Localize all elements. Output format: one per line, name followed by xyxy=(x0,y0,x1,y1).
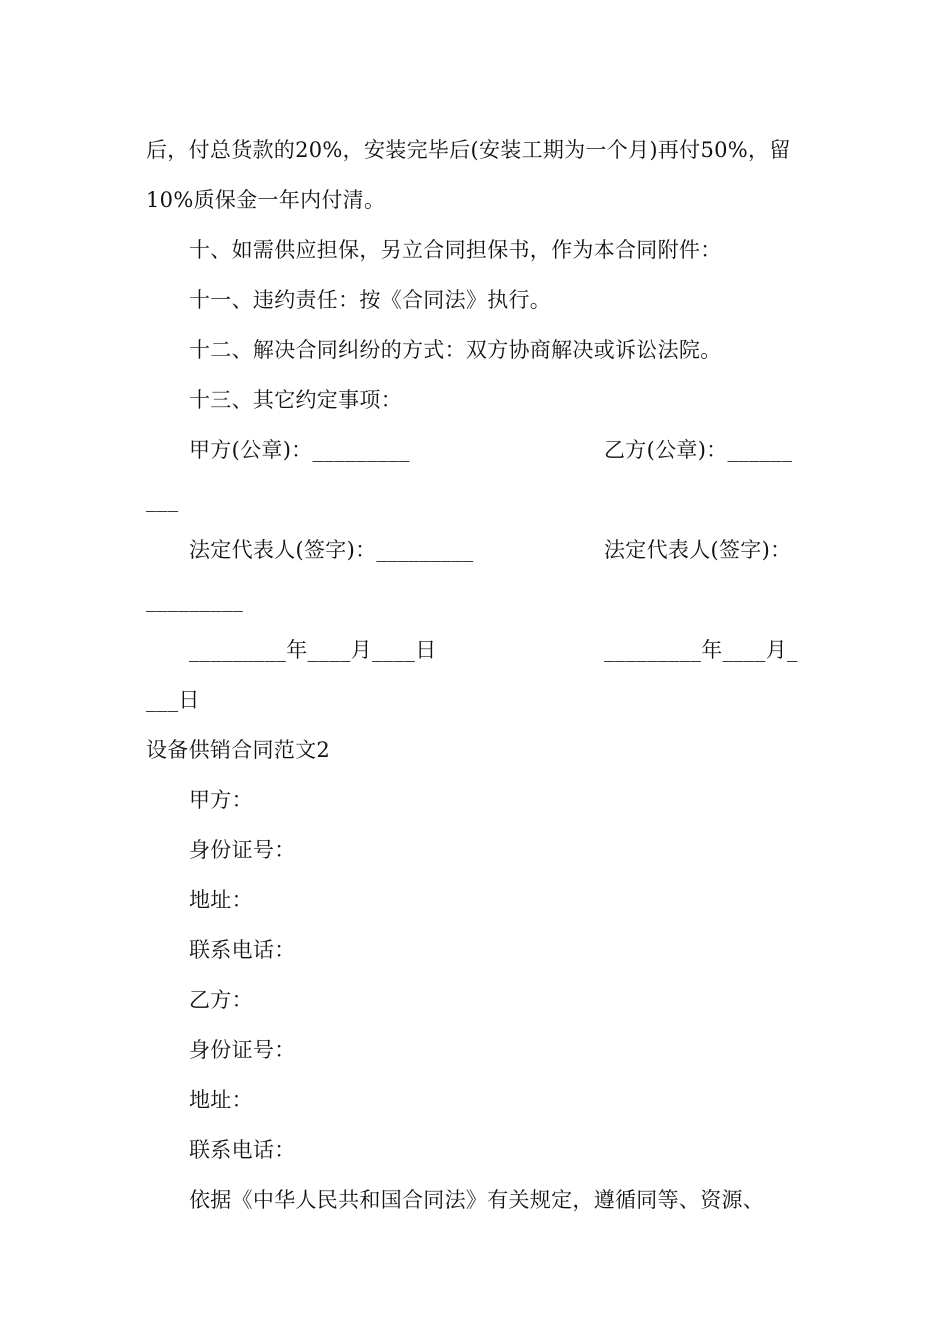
payment-terms-line-2: 10%质保金一年内付清。 xyxy=(146,188,386,212)
party-a-seal-line: 甲方(公章)：_________ xyxy=(189,438,410,462)
party-b-date-line-continued: ___日 xyxy=(146,688,200,712)
party-a-phone: 联系电话： xyxy=(189,938,296,962)
intro-paragraph: 依据《中华人民共和国合同法》有关规定，遵循同等、资源、 xyxy=(189,1188,765,1212)
clause-10: 十、如需供应担保，另立合同担保书，作为本合同附件： xyxy=(189,238,722,262)
party-b-representative-blank: _________ xyxy=(146,588,244,612)
party-a-representative-signature: 法定代表人(签字)：_________ xyxy=(189,538,474,562)
party-a-address: 地址： xyxy=(189,888,253,912)
party-b-seal-line-continued: ___ xyxy=(146,488,179,512)
clause-13: 十三、其它约定事项： xyxy=(189,388,402,412)
party-b-representative-signature: 法定代表人(签字)： xyxy=(604,538,792,562)
party-b-label: 乙方： xyxy=(189,988,253,1012)
party-b-date-line: _________年____月_ xyxy=(604,638,798,662)
party-b-id-number: 身份证号： xyxy=(189,1038,296,1062)
party-a-date-line: _________年____月____日 xyxy=(189,638,437,662)
party-a-id-number: 身份证号： xyxy=(189,838,296,862)
party-b-phone: 联系电话： xyxy=(189,1138,296,1162)
clause-12: 十二、解决合同纠纷的方式：双方协商解决或诉讼法院。 xyxy=(189,338,722,362)
section-heading: 设备供销合同范文2 xyxy=(146,738,331,762)
party-a-label: 甲方： xyxy=(189,788,253,812)
party-b-seal-line: 乙方(公章)：______ xyxy=(604,438,793,462)
party-b-address: 地址： xyxy=(189,1088,253,1112)
payment-terms-line-1: 后，付总货款的20%，安装完毕后(安装工期为一个月)再付50%，留 xyxy=(146,138,791,162)
clause-11: 十一、违约责任：按《合同法》执行。 xyxy=(189,288,552,312)
